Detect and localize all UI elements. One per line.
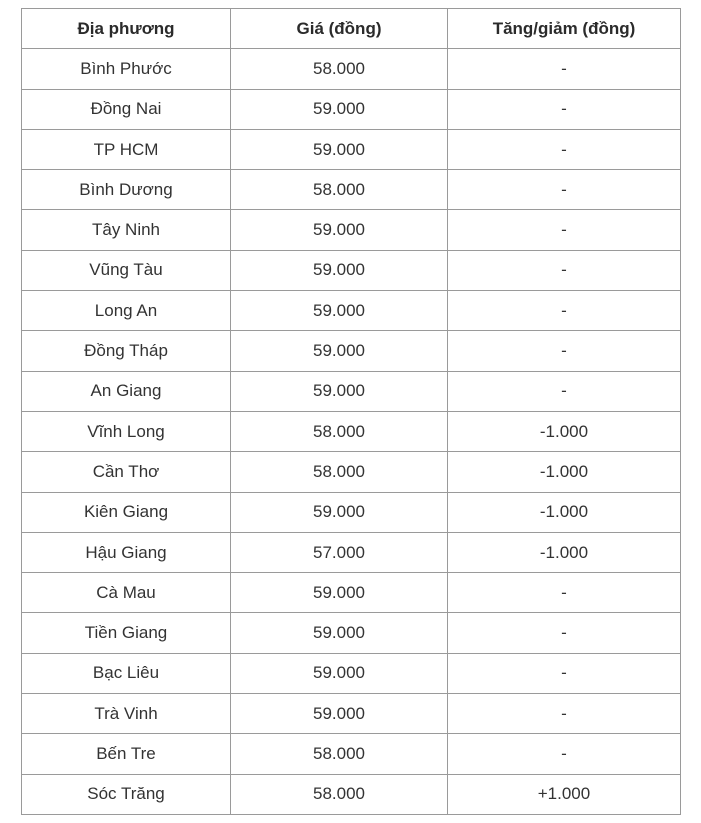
price-cell: 59.000 bbox=[231, 371, 448, 411]
table-row bbox=[22, 734, 681, 774]
table-row bbox=[22, 694, 681, 734]
region-cell: TP HCM bbox=[22, 129, 231, 169]
price-cell: 59.000 bbox=[231, 653, 448, 693]
change-cell: - bbox=[448, 250, 681, 290]
price-cell: 59.000 bbox=[231, 250, 448, 290]
change-cell: +1.000 bbox=[448, 774, 681, 814]
table-header bbox=[22, 9, 681, 49]
table-row bbox=[22, 129, 681, 169]
price-cell: 59.000 bbox=[231, 210, 448, 250]
price-cell: 58.000 bbox=[231, 452, 448, 492]
region-cell: Hậu Giang bbox=[22, 532, 231, 572]
header-change: Tăng/giảm (đồng) bbox=[448, 9, 681, 49]
region-cell: Tây Ninh bbox=[22, 210, 231, 250]
price-cell: 59.000 bbox=[231, 613, 448, 653]
table-row bbox=[22, 250, 681, 290]
change-cell: - bbox=[448, 170, 681, 210]
region-cell: Cần Thơ bbox=[22, 452, 231, 492]
region-cell: Long An bbox=[22, 291, 231, 331]
header-price: Giá (đồng) bbox=[231, 9, 448, 49]
region-cell: Bạc Liêu bbox=[22, 653, 231, 693]
table-row bbox=[22, 210, 681, 250]
price-cell: 57.000 bbox=[231, 532, 448, 572]
table-row bbox=[22, 89, 681, 129]
change-cell: - bbox=[448, 653, 681, 693]
table-row bbox=[22, 411, 681, 451]
table-row bbox=[22, 653, 681, 693]
change-cell: -1.000 bbox=[448, 492, 681, 532]
region-cell: Sóc Trăng bbox=[22, 774, 231, 814]
table-row bbox=[22, 452, 681, 492]
change-cell: - bbox=[448, 210, 681, 250]
change-cell: - bbox=[448, 49, 681, 89]
change-cell: - bbox=[448, 291, 681, 331]
change-cell: - bbox=[448, 89, 681, 129]
price-cell: 59.000 bbox=[231, 291, 448, 331]
region-cell: Bến Tre bbox=[22, 734, 231, 774]
header-region: Địa phương bbox=[22, 9, 231, 49]
price-cell: 58.000 bbox=[231, 774, 448, 814]
change-cell: - bbox=[448, 573, 681, 613]
price-cell: 59.000 bbox=[231, 694, 448, 734]
table-row bbox=[22, 613, 681, 653]
header-row bbox=[22, 9, 681, 49]
table-row bbox=[22, 331, 681, 371]
region-cell: An Giang bbox=[22, 371, 231, 411]
table-row bbox=[22, 573, 681, 613]
table-row bbox=[22, 291, 681, 331]
table-body bbox=[22, 49, 681, 815]
table-row bbox=[22, 532, 681, 572]
region-cell: Đồng Nai bbox=[22, 89, 231, 129]
change-cell: - bbox=[448, 613, 681, 653]
table-row bbox=[22, 49, 681, 89]
region-cell: Trà Vinh bbox=[22, 694, 231, 734]
price-cell: 58.000 bbox=[231, 411, 448, 451]
price-cell: 59.000 bbox=[231, 89, 448, 129]
price-cell: 59.000 bbox=[231, 331, 448, 371]
price-cell: 58.000 bbox=[231, 49, 448, 89]
price-table bbox=[21, 8, 681, 815]
table-row bbox=[22, 774, 681, 814]
region-cell: Đồng Tháp bbox=[22, 331, 231, 371]
region-cell: Bình Dương bbox=[22, 170, 231, 210]
table-row bbox=[22, 170, 681, 210]
region-cell: Kiên Giang bbox=[22, 492, 231, 532]
change-cell: - bbox=[448, 331, 681, 371]
change-cell: -1.000 bbox=[448, 452, 681, 492]
table-row bbox=[22, 492, 681, 532]
change-cell: -1.000 bbox=[448, 411, 681, 451]
change-cell: - bbox=[448, 129, 681, 169]
change-cell: -1.000 bbox=[448, 532, 681, 572]
table-row bbox=[22, 371, 681, 411]
price-cell: 58.000 bbox=[231, 734, 448, 774]
change-cell: - bbox=[448, 734, 681, 774]
price-cell: 58.000 bbox=[231, 170, 448, 210]
region-cell: Vũng Tàu bbox=[22, 250, 231, 290]
price-cell: 59.000 bbox=[231, 573, 448, 613]
change-cell: - bbox=[448, 694, 681, 734]
region-cell: Vĩnh Long bbox=[22, 411, 231, 451]
region-cell: Bình Phước bbox=[22, 49, 231, 89]
price-cell: 59.000 bbox=[231, 129, 448, 169]
price-cell: 59.000 bbox=[231, 492, 448, 532]
change-cell: - bbox=[448, 371, 681, 411]
region-cell: Tiền Giang bbox=[22, 613, 231, 653]
region-cell: Cà Mau bbox=[22, 573, 231, 613]
